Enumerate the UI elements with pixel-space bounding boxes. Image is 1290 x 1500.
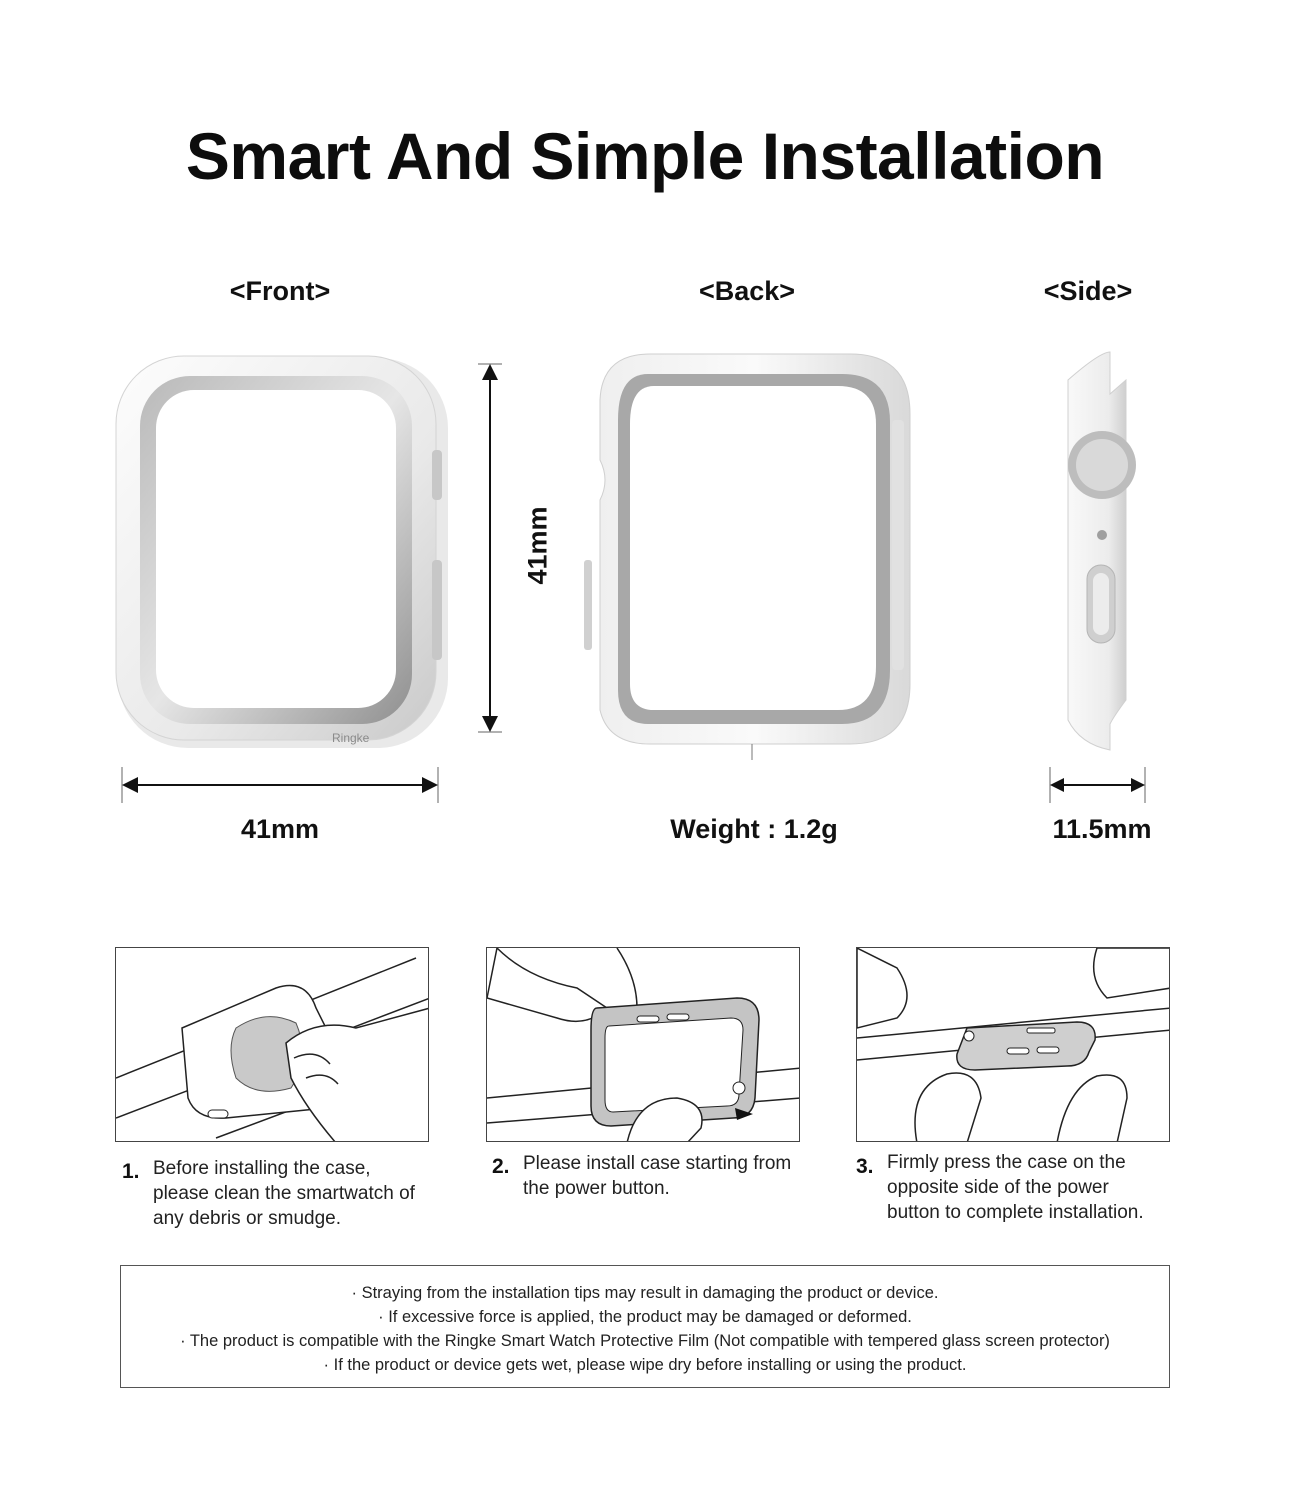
note-line: · If excessive force is applied, the product may be damaged or deformed.: [378, 1308, 912, 1326]
step-1-illustration: [115, 947, 429, 1142]
note-line: · Straying from the installation tips may result in damaging the product or device.: [351, 1284, 939, 1302]
step-3-illustration: [856, 947, 1170, 1142]
step-3-number: 3.: [856, 1155, 874, 1178]
note-line: · The product is compatible with the Ringke Smart Watch Protective Film (Not compatible with tempered glass screen protector): [180, 1332, 1110, 1350]
height-dimension-arrow: [470, 360, 510, 738]
back-view-label: <Back>: [698, 276, 796, 306]
width-dimension-label: 41mm: [240, 814, 320, 844]
front-case-image: [100, 340, 470, 760]
step-1-text: Before installing the case, please clean the smartwatch of any debris or smudge.: [153, 1158, 415, 1229]
front-view-label: <Front>: [229, 276, 331, 306]
height-dimension-label: 41mm: [522, 506, 553, 585]
note-line: · If the product or device gets wet, please wipe dry before installing or using the product.: [323, 1356, 967, 1374]
back-case-image: [580, 340, 925, 760]
width-dimension-arrow: [118, 765, 443, 805]
step-2-illustration: [486, 947, 800, 1142]
side-view-label: <Side>: [1043, 276, 1133, 306]
step-3-text: Firmly press the case on the opposite side of the power button to complete installation.: [887, 1152, 1144, 1223]
weight-label: Weight : 1.2g: [670, 814, 838, 844]
side-case-image: [1040, 340, 1170, 760]
page-title: Smart And Simple Installation: [185, 119, 1105, 193]
step-2-number: 2.: [492, 1155, 510, 1178]
brand-mark: Ringke: [332, 731, 370, 745]
step-1-number: 1.: [122, 1160, 140, 1183]
thickness-dimension-arrow: [1046, 765, 1150, 805]
caution-notes-box: [120, 1265, 1170, 1388]
step-2-text: Please install case starting from the power button.: [523, 1153, 792, 1199]
thickness-dimension-label: 11.5mm: [1052, 814, 1152, 844]
